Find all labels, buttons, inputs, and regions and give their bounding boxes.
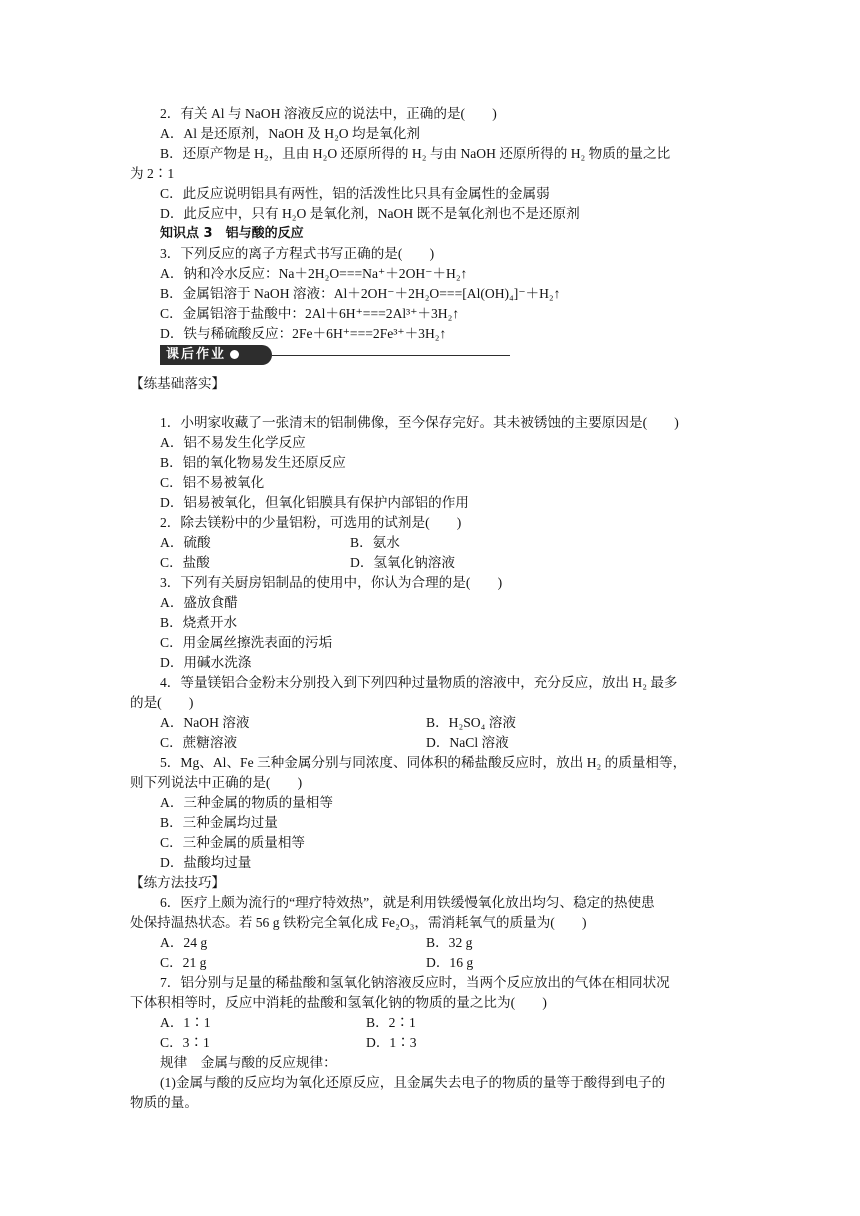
hw-question-3-stem: 3．下列有关厨房铝制品的使用中，你认为合理的是( )	[160, 575, 503, 590]
hw-question-6-option-c: C．21 g	[160, 955, 207, 970]
hw-question-4-option-d: D．NaCl 溶液	[426, 735, 509, 750]
hw-question-4-option-b: B．H₂SO₄ 溶液	[426, 715, 516, 730]
question-2-option-a: A．Al 是还原剂，NaOH 及 H₂O 均是氧化剂	[160, 126, 420, 141]
hw-question-2-stem: 2．除去镁粉中的少量铝粉，可选用的试剂是( )	[160, 515, 462, 530]
question-2-option-b-line2: 为 2∶1	[130, 166, 175, 181]
hw-question-7-option-d: D．1∶3	[366, 1035, 417, 1050]
hw-question-5-stem-line1: 5．Mg、Al、Fe 三种金属分别与同浓度、同体积的稀盐酸反应时，放出 H₂ 的质量相等，	[160, 755, 687, 770]
rule-1-line2: 物质的量。	[130, 1095, 198, 1110]
rule-title: 规律 金属与酸的反应规律：	[160, 1055, 337, 1070]
hw-question-1-stem: 1．小明家收藏了一张清末的铝制佛像，至今保存完好。其未被锈蚀的主要原因是( )	[160, 415, 679, 430]
hw-question-7-option-b: B．2∶1	[366, 1015, 416, 1030]
hw-question-4-option-c: C．蔗糖溶液	[160, 735, 238, 750]
bullet-dot-icon	[230, 350, 239, 359]
hw-question-4-stem-line2: 的是( )	[130, 695, 194, 710]
heading-method-practice: 【练方法技巧】	[130, 875, 226, 890]
hw-question-7-stem-line1: 7．铝分别与足量的稀盐酸和氢氧化钠溶液反应时，当两个反应放出的气体在相同状况	[160, 975, 670, 990]
hw-question-3-option-c: C．用金属丝擦洗表面的污垢	[160, 635, 333, 650]
hw-question-1-option-a: A．铝不易发生化学反应	[160, 435, 306, 450]
hw-question-6-option-a: A．24 g	[160, 935, 208, 950]
heading-basic-practice: 【练基础落实】	[130, 376, 226, 391]
hw-question-2-options-row1	[160, 533, 772, 553]
hw-question-3-option-a: A．盛放食醋	[160, 595, 238, 610]
hw-question-4-stem-line1: 4．等量镁铝合金粉末分别投入到下列四种过量物质的溶液中，充分反应，放出 H₂ 最多	[160, 675, 678, 690]
hw-question-7-options-row1	[160, 1013, 772, 1033]
hw-question-2-option-b: B．氨水	[350, 535, 400, 550]
question-2-stem: 2．有关 Al 与 NaOH 溶液反应的说法中，正确的是( )	[160, 106, 497, 121]
question-2-option-b-line1: B．还原产物是 H₂，且由 H₂O 还原所得的 H₂ 与由 NaOH 还原所得的 H₂ 物质的量之比	[160, 146, 671, 161]
hw-question-5-option-a: A．三种金属的物质的量相等	[160, 795, 333, 810]
hw-question-1-option-b: B．铝的氧化物易发生还原反应	[160, 455, 346, 470]
hw-question-5-option-c: C．三种金属的质量相等	[160, 835, 306, 850]
question-3-option-c: C．金属铝溶于盐酸中：2Al＋6H⁺===2Al³⁺＋3H₂↑	[160, 306, 460, 321]
homework-banner-label-box	[160, 345, 272, 365]
hw-question-4-options-row2	[160, 733, 772, 753]
hw-question-2-option-d: D．氢氧化钠溶液	[350, 555, 455, 570]
question-3-option-a: A．钠和冷水反应：Na＋2H₂O===Na⁺＋2OH⁻＋H₂↑	[160, 266, 468, 281]
knowledge-point-3-title: 知识点 3 铝与酸的反应	[160, 226, 304, 241]
hw-question-1-option-c: C．铝不易被氧化	[160, 475, 265, 490]
hw-question-3-option-b: B．烧煮开水	[160, 615, 238, 630]
hw-question-6-option-d: D．16 g	[426, 955, 474, 970]
hw-question-6-stem-line1: 6．医疗上颇为流行的“理疗特效热”，就是利用铁缓慢氧化放出均匀、稳定的热使患	[160, 895, 655, 910]
question-2-option-d: D．此反应中，只有 H₂O 是氧化剂，NaOH 既不是氧化剂也不是还原剂	[160, 206, 580, 221]
homework-banner-label: 课后作业	[166, 347, 227, 362]
hw-question-6-stem-line2: 处保持温热状态。若 56 g 铁粉完全氧化成 Fe₂O₃，需消耗氧气的质量为( )	[130, 915, 587, 930]
hw-question-1-option-d: D．铝易被氧化，但氧化铝膜具有保护内部铝的作用	[160, 495, 469, 510]
hw-question-7-options-row2	[160, 1033, 772, 1053]
question-2-option-c: C．此反应说明铝具有两性，铝的活泼性比只具有金属性的金属弱	[160, 186, 550, 201]
hw-question-4-option-a: A．NaOH 溶液	[160, 715, 250, 730]
hw-question-3-option-d: D．用碱水洗涤	[160, 655, 252, 670]
hw-question-7-option-a: A．1∶1	[160, 1015, 211, 1030]
question-3-option-b: B．金属铝溶于 NaOH 溶液：Al＋2OH⁻＋2H₂O===[Al(OH)₄]⁻＋H₂↑	[160, 286, 561, 301]
banner-rule-line	[272, 355, 510, 356]
hw-question-2-option-c: C．盐酸	[160, 555, 210, 570]
hw-question-6-option-b: B．32 g	[426, 935, 473, 950]
question-3-stem: 3．下列反应的离子方程式书写正确的是( )	[160, 246, 435, 261]
hw-question-7-stem-line2: 下体积相等时，反应中消耗的盐酸和氢氧化钠的物质的量之比为( )	[130, 995, 547, 1010]
hw-question-7-option-c: C．3∶1	[160, 1035, 210, 1050]
hw-question-4-options-row1	[160, 713, 772, 733]
hw-question-2-options-row2	[160, 553, 772, 573]
hw-question-2-option-a: A．硫酸	[160, 535, 211, 550]
question-3-option-d: D．铁与稀硫酸反应：2Fe＋6H⁺===2Fe³⁺＋3H₂↑	[160, 326, 447, 341]
hw-question-5-option-d: D．盐酸均过量	[160, 855, 252, 870]
hw-question-6-options-row2	[160, 953, 772, 973]
rule-1-line1: (1)金属与酸的反应均为氧化还原反应，且金属失去电子的物质的量等于酸得到电子的	[160, 1075, 666, 1090]
hw-question-5-option-b: B．三种金属均过量	[160, 815, 278, 830]
hw-question-5-stem-line2: 则下列说法中正确的是( )	[130, 775, 303, 790]
hw-question-6-options-row1	[160, 933, 772, 953]
homework-banner	[160, 345, 510, 365]
